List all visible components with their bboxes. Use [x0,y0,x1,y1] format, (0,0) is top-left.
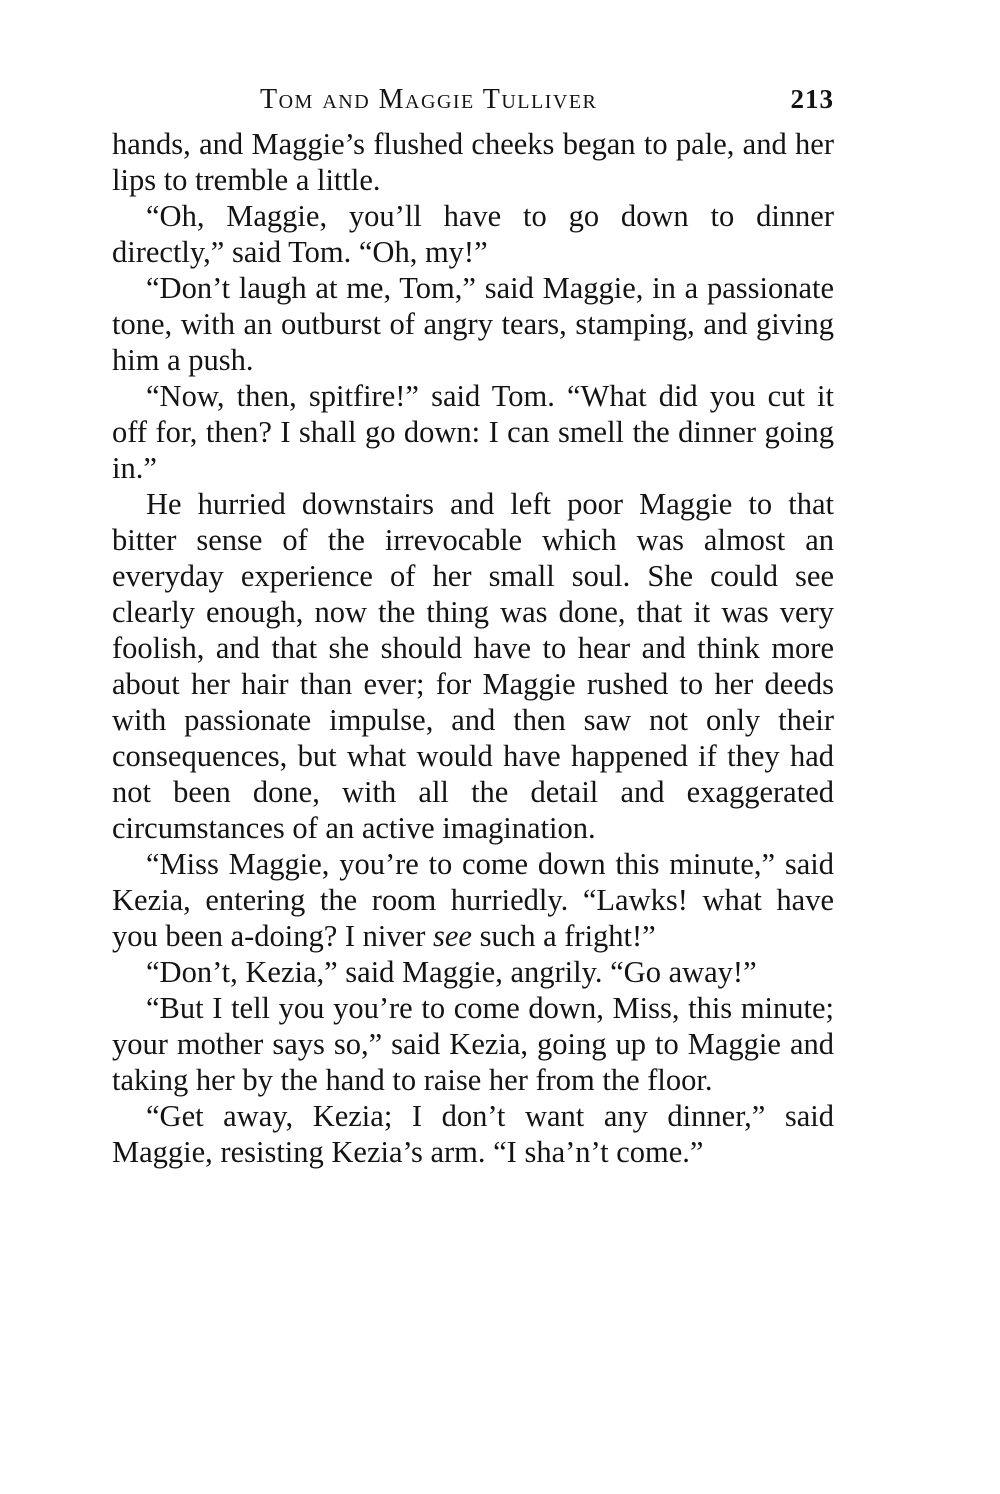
paragraph: “Now, then, spitfire!” said Tom. “What did you cut it off for, then? I shall go down: I can smell the dinner going in.” [112,379,834,485]
paragraph: “Don’t laugh at me, Tom,” said Maggie, in a passionate tone, with an outburst of angry tears, stamping, and giving him a push. [112,271,834,377]
book-page [112,78,834,1170]
running-head [112,78,834,126]
paragraph [112,846,834,954]
paragraph: He hurried downstairs and left poor Maggie to that bitter sense of the irrevocable which was almost an everyday experience of her small soul. She could see clearly enough, now the thing was done, that it was very foolish, and that she should have to hear and think more about her hair than ever; for Maggie rushed to her deeds with passionate impulse, and then saw not only their consequences, but what would have happened if they had not been done, with all the detail and exaggerated circumstances of an active imagination. [112,487,834,845]
paragraph-text: “Miss Maggie, you’re to come down this minute,” said Kezia, entering the room hurriedly. “Lawks! what have you been a-doing? I niver [112,847,834,953]
italic-emphasis: see [432,919,472,953]
paragraph: “Don’t, Kezia,” said Maggie, angrily. “Go away!” [146,955,757,989]
paragraph: “Get away, Kezia; I don’t want any dinner,” said Maggie, resisting Kezia’s arm. “I sha’n’t come.” [112,1099,834,1169]
page-number: 213 [790,84,834,114]
paragraph: “But I tell you you’re to come down, Miss, this minute; your mother says so,” said Kezia, going up to Maggie and taking her by the hand to raise her from the floor. [112,991,834,1097]
body-text [112,126,834,1170]
running-title: Tom and Maggie Tulliver [260,84,598,115]
paragraph: “Oh, Maggie, you’ll have to go down to dinner directly,” said Tom. “Oh, my!” [112,199,834,269]
paragraph-text: such a fright!” [471,919,656,953]
paragraph: hands, and Maggie’s flushed cheeks began to pale, and her lips to tremble a little. [112,127,834,197]
